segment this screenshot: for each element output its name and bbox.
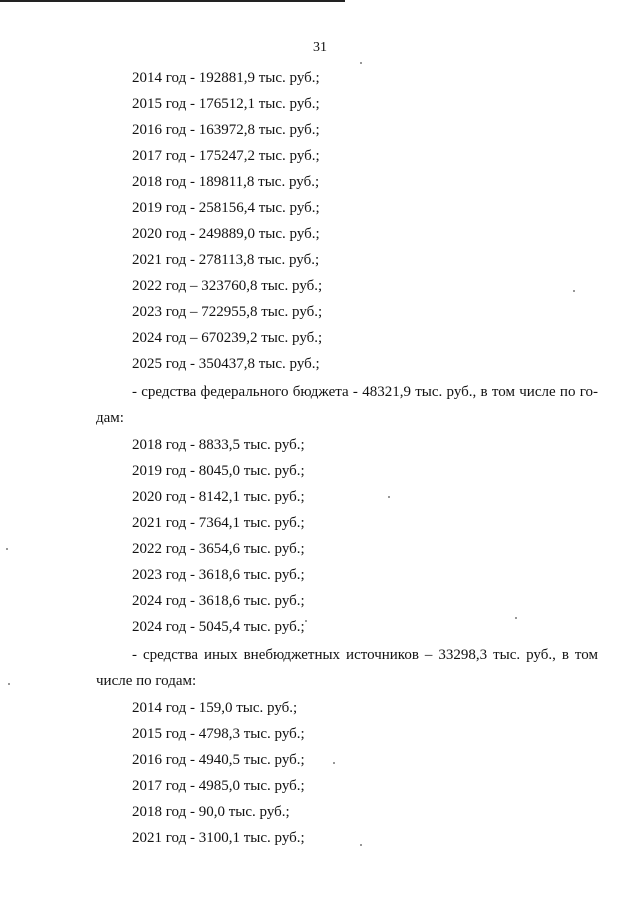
list-item: 2018 год - 8833,5 тыс. руб.;: [132, 437, 305, 453]
list-item: 2022 год – 323760,8 тыс. руб.;: [132, 278, 323, 294]
list-item: 2016 год - 4940,5 тыс. руб.;: [132, 752, 305, 768]
list-item: 2017 год - 4985,0 тыс. руб.;: [132, 778, 305, 794]
list-item: 2019 год - 258156,4 тыс. руб.;: [132, 200, 320, 216]
scan-speck: [333, 762, 335, 764]
other-sources-intro-cont: числе по годам:: [96, 673, 197, 689]
scan-speck: [573, 290, 575, 292]
list-item: 2020 год - 249889,0 тыс. руб.;: [132, 226, 320, 242]
list-item: 2021 год - 3100,1 тыс. руб.;: [132, 830, 305, 846]
list-item: 2018 год - 189811,8 тыс. руб.;: [132, 174, 320, 190]
list-item: 2016 год - 163972,8 тыс. руб.;: [132, 122, 320, 138]
other-sources-intro: - средства иных внебюджетных источников – 33298,3 тыс. руб., в том: [132, 647, 598, 663]
list-item: 2024 год – 670239,2 тыс. руб.;: [132, 330, 323, 346]
list-item: 2024 год - 3618,6 тыс. руб.;: [132, 593, 305, 609]
list-item: 2020 год - 8142,1 тыс. руб.;: [132, 489, 305, 505]
scan-speck: [6, 548, 8, 550]
scan-speck: [388, 496, 390, 498]
list-item: 2022 год - 3654,6 тыс. руб.;: [132, 541, 305, 557]
list-item: 2014 год - 192881,9 тыс. руб.;: [132, 70, 320, 86]
scan-speck: [8, 683, 10, 685]
scan-speck: [515, 617, 517, 619]
list-item: 2021 год - 278113,8 тыс. руб.;: [132, 252, 320, 268]
list-item: 2023 год – 722955,8 тыс. руб.;: [132, 304, 323, 320]
federal-budget-intro-cont: дам:: [96, 410, 124, 426]
list-item: 2015 год - 4798,3 тыс. руб.;: [132, 726, 305, 742]
list-item: 2018 год - 90,0 тыс. руб.;: [132, 804, 290, 820]
top-rule: [0, 0, 345, 2]
list-item: 2017 год - 175247,2 тыс. руб.;: [132, 148, 320, 164]
list-item: 2014 год - 159,0 тыс. руб.;: [132, 700, 298, 716]
list-item: 2024 год - 5045,4 тыс. руб.;: [132, 619, 305, 635]
scan-speck: [305, 620, 307, 622]
list-item: 2025 год - 350437,8 тыс. руб.;: [132, 356, 320, 372]
list-item: 2019 год - 8045,0 тыс. руб.;: [132, 463, 305, 479]
list-item: 2015 год - 176512,1 тыс. руб.;: [132, 96, 320, 112]
federal-budget-intro: - средства федерального бюджета - 48321,9 тыс. руб., в том числе по го-: [132, 384, 598, 400]
list-item: 2023 год - 3618,6 тыс. руб.;: [132, 567, 305, 583]
page-number: 31: [313, 40, 327, 55]
scan-speck: [360, 844, 362, 846]
list-item: 2021 год - 7364,1 тыс. руб.;: [132, 515, 305, 531]
scan-speck: [360, 62, 362, 64]
